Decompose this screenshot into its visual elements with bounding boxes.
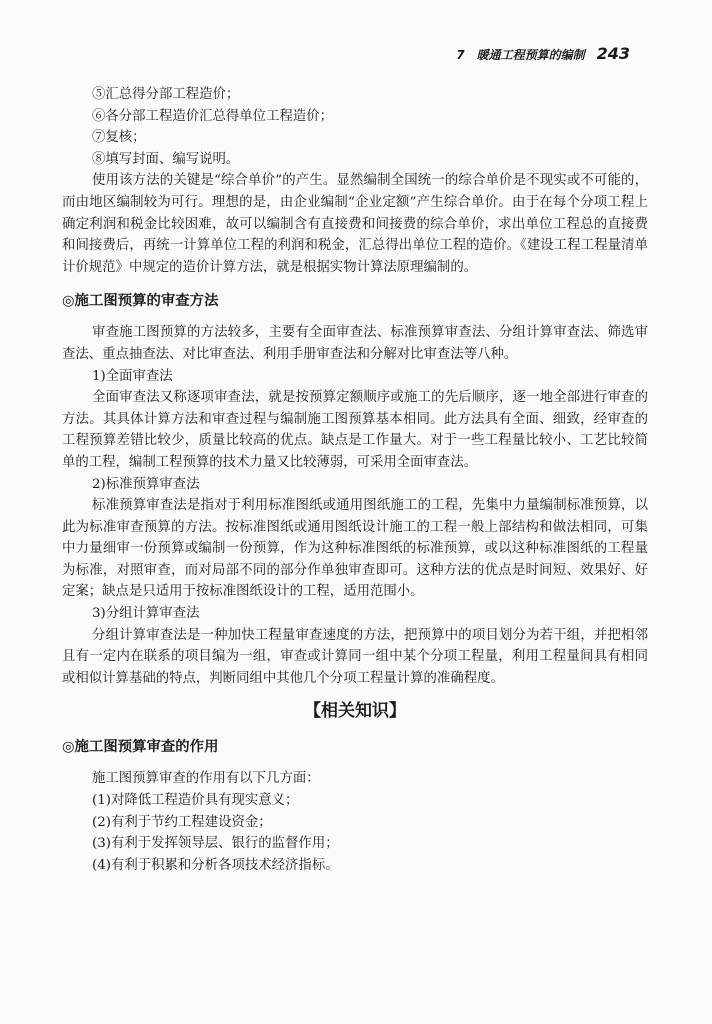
method-body: 全面审查法又称逐项审查法，就是按预算定额顺序或施工的先后顺序，逐一地全部进行审查的方法。其具体计算方法和审查过程与编制施工图预算基本相同。此方法具有全面、细致，经审查的工程预算差错比较少，质量比较高的优点。缺点是工作量大。对于一些工程量比较小、工艺比较简单的工程，编制工程预算的技术力量又比较薄弱，可采用全面审查法。 bbox=[62, 390, 648, 470]
step-item: ⑦复核； bbox=[92, 130, 146, 146]
method-title: 2)标准预算审查法 bbox=[92, 476, 200, 492]
related-knowledge-banner: 【相关知识】 bbox=[304, 701, 406, 722]
chapter-number: 7 bbox=[456, 48, 465, 62]
page-number: 243 bbox=[596, 44, 630, 63]
section-heading-review-methods: ◎施工图预算的审查方法 bbox=[62, 293, 219, 310]
step-item: ⑤汇总得分部工程造价； bbox=[92, 87, 240, 102]
method-title: 1)全面审查法 bbox=[92, 368, 173, 384]
review-methods-intro: 审查施工图预算的方法较多，主要有全面审查法、标准预算审查法、分组计算审查法、筛选审查法、重点抽查法、对比审查法、利用手册审查法和分解对比审查法等八种。 bbox=[62, 325, 648, 362]
page-body bbox=[62, 84, 648, 876]
section-heading-review-purpose: ◎施工图预算审查的作用 bbox=[62, 739, 219, 756]
step-item: ⑧填写封面、编写说明。 bbox=[92, 151, 240, 167]
purpose-item: (2)有利于节约工程建设资金； bbox=[92, 814, 272, 830]
step-item: ⑥各分部工程造价汇总得单位工程造价； bbox=[92, 108, 334, 124]
review-purpose-intro: 施工图预算审查的作用有以下几方面： bbox=[92, 771, 320, 787]
purpose-item: (4)有利于积累和分析各项技术经济指标。 bbox=[92, 857, 339, 873]
method-body: 标准预算审查法是指对于利用标准图纸或通用图纸施工的工程，先集中力量编制标准预算，以此为标准审查预算的方法。按标准图纸或通用图纸设计施工的工程一般上部结构和做法相同，可集中力量细审一份预算或编制一份预算，作为这种标准图纸的标准预算，或以这种标准图纸的工程量为标准，对照审查，而对局部不同的部分作单独审查即可。这种方法的优点是时间短、效果好、好定案；缺点是只适用于按标准图纸设计的工程，适用范围小。 bbox=[62, 498, 648, 600]
method-body: 分组计算审查法是一种加快工程量审查速度的方法，把预算中的项目划分为若干组，并把相邻且有一定内在联系的项目编为一组，审查或计算同一组中某个分项工程量，利用工程量间具有相同或相似计算基础的特点，判断同组中其他几个分项工程量计算的准确程度。 bbox=[62, 627, 648, 686]
method-title: 3)分组计算审查法 bbox=[92, 606, 200, 622]
running-header bbox=[456, 44, 630, 63]
purpose-item: (3)有利于发挥领导层、银行的监督作用； bbox=[92, 836, 339, 852]
intro-paragraph: 使用该方法的关键是“综合单价”的产生。显然编制全国统一的综合单价是不现实或不可能的，而由地区编制较为可行。理想的是，由企业编制“企业定额”产生综合单价。由于在每个分项工程上确定利润和税金比较困难，故可以编制含有直接费和间接费的综合单价，求出单位工程总的直接费和间接费后，再统一计算单位工程的利润和税金，汇总得出单位工程的造价。《建设工程工程量清单计价规范》中规定的造价计算方法，就是根据实物计算法原理编制的。 bbox=[62, 173, 648, 275]
chapter-title: 暖通工程预算的编制 bbox=[476, 48, 585, 62]
purpose-item: (1)对降低工程造价具有现实意义； bbox=[92, 793, 299, 809]
